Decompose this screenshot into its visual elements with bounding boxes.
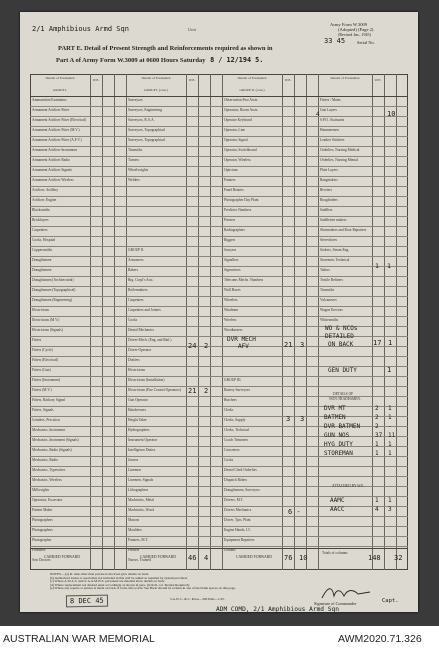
- trade-label: Draughtsmen (Architectural): [32, 278, 74, 282]
- trade-label: Pattern Maker: [32, 508, 53, 512]
- drivers-mech-dash: 6 -: [288, 508, 301, 516]
- wo-ncos-2: DETAILED: [325, 333, 354, 340]
- trade-label: Boilermakers: [128, 288, 148, 292]
- attached-label: ATTACHED BY W.E.: [332, 484, 365, 488]
- trade-label: Linemen: [128, 468, 141, 472]
- trade-label: Panel Beaters: [224, 188, 244, 192]
- driver-operator-we: 24: [188, 342, 197, 350]
- trade-label: Ammunition Examiners: [32, 98, 67, 102]
- trade-label: Fitters, Railway Signal: [32, 398, 66, 402]
- col-header-details-1: Details of Tradesmen: [45, 76, 75, 80]
- trade-label: Carpenters: [128, 298, 144, 302]
- trade-label: Welders: [128, 178, 140, 182]
- trade-label: Draughtsmen (Topographical): [32, 288, 76, 292]
- trade-label: Coach Trimmers: [224, 438, 249, 442]
- non-trade-we: 2: [375, 423, 379, 430]
- non-trade-present: 1: [388, 441, 392, 448]
- trade-label: Armament Artificer Fitter: [32, 108, 70, 112]
- trade-label: Clerks: [224, 408, 234, 412]
- trade-label: Armament Artificer Wireless: [32, 178, 74, 182]
- note-line: (d) Where replacement not desired enter accordingly as shown in para. (in R.D. col. 'Return Required').: [50, 582, 191, 587]
- trade-label: Engine Hands, I.C.: [224, 528, 252, 532]
- caption-left: AUSTRALIAN WAR MEMORIAL: [3, 633, 155, 645]
- trade-label: Tailors: [320, 268, 330, 272]
- col-header-we: W.E.: [92, 78, 100, 82]
- non-trade-present: 1: [388, 405, 392, 412]
- trade-label: Mechanics, Radio: [32, 458, 58, 462]
- trade-label: [128, 208, 184, 217]
- trade-label: Electricians (Fire Control Operators): [128, 388, 181, 392]
- trade-label: Riggers: [224, 238, 236, 242]
- carried-forward-2: CARRIED FORWARD: [140, 555, 176, 559]
- caption-right: AWM2020.71.326: [338, 633, 422, 645]
- trade-label: Draughtsmen (Engineering): [32, 298, 73, 302]
- trade-label: Draughtsmen: [32, 258, 52, 262]
- unit-value: 2/1 Amphibious Armd Sqn: [32, 25, 129, 33]
- trade-label: Mechanics, Typewriter: [32, 468, 66, 472]
- trade-label: Roughriders: [320, 198, 338, 202]
- non-trade-label: STOREMAN: [324, 450, 353, 457]
- trade-label: Armament Artificer Instrument: [32, 148, 77, 152]
- col-header-group-1: GROUP I.: [52, 88, 68, 92]
- trade-label: Artificer, Engine: [32, 198, 57, 202]
- adm-comd: ADM COMD, 2/1 Amphibious Armd Sqn: [216, 606, 339, 613]
- signature-suffix: Capt.: [382, 598, 399, 604]
- trade-label: Vulcanisers: [320, 298, 337, 302]
- trade-label: Gun Layers: [320, 108, 337, 112]
- col-header-we: W.E.: [284, 78, 292, 82]
- details-non-trades-2: NON-TRADESMEN.: [329, 397, 361, 401]
- trade-label: Butchers: [224, 398, 237, 402]
- trade-label: Artificer, Artillery: [32, 188, 59, 192]
- trade-label: [128, 218, 184, 227]
- trade-label: Concreters: [224, 448, 240, 452]
- trade-label: Mechanics, Radio (Signals): [32, 448, 72, 452]
- trade-label: Woodturners: [224, 328, 243, 332]
- trade-label: S.P.O. Assistants: [320, 118, 345, 122]
- trade-label: Mechanics, Instrument (Signals): [32, 438, 79, 442]
- trade-label: Armament Artificer Radio: [32, 158, 70, 162]
- trade-label: Fitters (Electrical): [32, 358, 59, 362]
- carried-forward-1: CARRIED FORWARD: [44, 555, 80, 559]
- report-date: 8 / 12/194 5.: [210, 56, 264, 64]
- trade-label: Fitters (Instrument): [32, 378, 61, 382]
- non-trade-we: 37: [375, 432, 383, 439]
- header-rule: [30, 96, 408, 97]
- non-trade-we: 2: [375, 405, 379, 412]
- caption-bar: [0, 626, 439, 653]
- dvr-mech-afv: AFV: [238, 343, 249, 350]
- gen-duty: GEN DUTY: [328, 367, 357, 374]
- trade-label: Printers: [224, 218, 236, 222]
- trade-label: Cooks: [224, 458, 234, 462]
- trade-label: Wagon Erectors: [320, 308, 343, 312]
- trade-label: Rangetakers: [320, 178, 338, 182]
- trade-label: Driver, Tpts. Plant: [224, 518, 251, 522]
- trade-label: Operator Keyboard: [224, 118, 252, 122]
- trade-label: Tinsmiths: [320, 288, 335, 292]
- form-line-2: (Adopted) (Page 2): [338, 27, 374, 32]
- trade-label: Draughtsmen: [32, 268, 52, 272]
- trade-label: Fitters: [32, 338, 42, 342]
- trade-label: [224, 348, 280, 357]
- trade-label: Tinsmiths: [128, 148, 143, 152]
- trade-label: Joiners: [128, 458, 139, 462]
- non-trade-we: 1: [375, 441, 379, 448]
- trade-label: Operator, Wireless: [224, 158, 251, 162]
- col-header-details-3: Details of Tradesmen: [237, 76, 267, 80]
- trade-label: Clerks, Technical: [224, 428, 250, 432]
- trade-label: Blacksmiths: [32, 208, 50, 212]
- note-line: (b) Authorized trades or specialists not included in this will be added as required by system provided.: [50, 575, 188, 580]
- non-trade-label: DVR MT: [324, 405, 346, 412]
- driver-operator-present: 2: [204, 342, 209, 350]
- trade-label: Armament Artificer Signals: [32, 168, 72, 172]
- trade-label: Fitters (Cycle): [32, 348, 53, 352]
- trade-label: Electricians (Installation): [128, 378, 165, 382]
- trade-label: Instrument Operator: [128, 438, 158, 442]
- total-2-present: 4: [204, 554, 209, 562]
- trade-label: Photographers: [32, 528, 53, 532]
- non-trade-we: 2: [375, 414, 379, 421]
- trade-label: Electricians (M.V.): [32, 318, 60, 322]
- trade-label: Photographers: [32, 518, 53, 522]
- trade-label: [128, 198, 184, 207]
- trade-label: Surveyors: [128, 98, 143, 102]
- col-header-group-2-cont: GROUP II. (cont.): [239, 88, 265, 92]
- gen-duty-we: 1: [387, 366, 392, 374]
- dvr-mech-present: 3: [300, 341, 305, 349]
- trade-label: Windmen: [224, 308, 239, 312]
- trade-label: Telecoms Mechs. Numbers: [224, 278, 264, 282]
- non-trade-label: HYG DUTY: [324, 441, 353, 448]
- total-3-present: 10: [299, 554, 308, 562]
- trade-label: Operator, Signal: [224, 138, 248, 142]
- trade-label: Carpenters and Joiners: [128, 308, 161, 312]
- trade-label: Drivers Mechanics: [224, 508, 252, 512]
- form-line-3: (Revised Jan., 1945): [338, 32, 371, 37]
- trade-label: Coppersmiths: [32, 248, 52, 252]
- trade-label: Opticians: [224, 168, 238, 172]
- title-line-2-prefix: Part A of Army Form W.3009 at 0600 Hours Saturday: [56, 57, 206, 64]
- trade-label: Cooks, Hospital: [32, 238, 56, 242]
- trade-label: Electricians (Signals): [32, 328, 63, 332]
- serial-value: 33 45: [324, 37, 346, 45]
- clerks-we: 3: [286, 415, 291, 423]
- trade-label: Driver-Mech. (Eng. and Rail.): [128, 338, 172, 342]
- col-header-details-4: Details of Tradesmen: [330, 76, 360, 80]
- wo-ncos-3: ON BACK: [328, 341, 354, 348]
- form-line-1: Army Form W.3009: [330, 22, 368, 27]
- trade-label: Armourers: [128, 258, 144, 262]
- trade-label: Electricians: [128, 368, 145, 372]
- storemen-we: 1: [375, 262, 379, 270]
- non-trade-present: -: [388, 423, 392, 430]
- trade-label: Dental Mechanics: [128, 328, 155, 332]
- trade-label: Nurses, Trained: [128, 558, 151, 562]
- trade-label: Turners: [128, 158, 140, 162]
- trade-label: [224, 368, 280, 377]
- trade-label: Fitters / Mates: [320, 98, 341, 102]
- dvr-mech-we: 21: [284, 341, 293, 349]
- total-4-we: 148: [368, 554, 381, 562]
- totals-label: Totals of columns: [322, 551, 348, 555]
- trade-label: Height Taker: [128, 418, 147, 422]
- trade-label: Saddlers: [320, 208, 333, 212]
- trade-label: Plumbers: [32, 548, 46, 552]
- trade-label: Radiographers: [224, 228, 245, 232]
- total-4-present: 32: [394, 554, 403, 562]
- trade-label: Shoemakers and Boot Repairers: [320, 228, 367, 232]
- trade-label: Hammermen: [320, 128, 339, 132]
- non-trade-present: 11: [388, 432, 396, 439]
- trade-label: Operator, Switchboard: [224, 148, 257, 152]
- gun-operator-present: 2: [204, 387, 209, 395]
- col-header-we: W.E.: [188, 78, 196, 82]
- trade-label: Equipment Repairers: [224, 538, 255, 542]
- non-trade-present: 1: [388, 450, 392, 457]
- total-3-we: 76: [284, 554, 293, 562]
- gun-operator-we: 21: [188, 387, 197, 395]
- trade-label: Painters: [224, 178, 236, 182]
- trade-label: Fitters, Signals: [32, 408, 54, 412]
- trade-label: Drafters: [128, 358, 140, 362]
- trade-label: Clerks, Supply: [224, 418, 246, 422]
- trade-label: Printers: [128, 548, 140, 552]
- drivers-mech-we: 6: [288, 508, 293, 516]
- trade-label: Photographer: [32, 538, 52, 542]
- trade-label: Operator, Line: [224, 128, 246, 132]
- trade-label: Grooms: [224, 548, 236, 552]
- trade-label: Machinists, Metal: [128, 498, 154, 502]
- trade-label: Storemen, Technical: [320, 258, 350, 262]
- trade-label: Surveyors, Topographical: [128, 138, 166, 142]
- trade-label: Millwrights: [32, 488, 49, 492]
- trade-label: Lithographers: [128, 488, 149, 492]
- attached-present: 3: [388, 506, 392, 513]
- trade-label: GROUP II.: [128, 248, 145, 252]
- trade-label: Masons: [128, 518, 140, 522]
- trade-label: Linemen, Signals: [128, 478, 154, 482]
- trade-label: Dispatch Riders: [224, 478, 248, 482]
- note-line: (e) Where any repairs or entries is made on back of form, this words 'See Back' should be written in one of the blank spaces on this page.: [50, 586, 236, 591]
- total-2-we: 46: [188, 554, 197, 562]
- trade-label: Saddletree makers: [320, 218, 347, 222]
- trade-label: Fitters (Gun): [32, 368, 51, 372]
- trade-label: Hairdressers: [128, 408, 146, 412]
- trade-label: [224, 358, 280, 367]
- operators-room-we: 4: [316, 111, 320, 118]
- trade-label: Bricklayers: [32, 218, 49, 222]
- printer-line: 5.A.W. L. & C. Press—300 Pads—1/45.: [170, 597, 225, 601]
- fitters-mates-we: 10: [387, 110, 396, 118]
- trade-label: Stokers, Steam Eng.: [320, 248, 350, 252]
- trade-label: Electricians: [32, 308, 49, 312]
- trade-label: GROUP III.: [224, 378, 242, 382]
- title-line-2: [56, 56, 263, 64]
- trade-label: Draughtsmen, Surveyors: [224, 488, 260, 492]
- unit-label: Unit: [188, 27, 197, 32]
- trade-label: Operators, Excavator: [32, 498, 63, 502]
- trade-label: Cooks: [128, 318, 138, 322]
- signature-scribble-icon: [318, 584, 378, 602]
- trade-label: Mechanics, Wireless: [32, 478, 62, 482]
- trade-label: Bakers: [128, 268, 138, 272]
- trade-label: Wireless: [224, 318, 237, 322]
- non-trade-label: GUN NOS: [324, 432, 350, 439]
- trade-label: Signallers: [224, 258, 239, 262]
- trade-label: Fitters (M.V.): [32, 388, 52, 392]
- trade-label: Leather Stitchers: [320, 138, 345, 142]
- attached-we: 4: [375, 506, 379, 513]
- trade-label: Intelligence Duties: [128, 448, 156, 452]
- details-non-trades-1: DETAILS OF: [333, 392, 354, 396]
- attached-we: 1: [375, 497, 379, 504]
- form-sheet: [20, 12, 418, 612]
- trade-label: Whitesmiths: [320, 318, 339, 322]
- trade-label: Armament Artificer Fitter (M.V.): [32, 128, 80, 132]
- trade-label: Steverdores: [320, 238, 337, 242]
- received-stamp: 8 DEC 45: [66, 595, 108, 608]
- trade-label: Photographer Day Plant: [224, 198, 259, 202]
- trade-label: Painters, M.T.: [128, 538, 149, 542]
- attached-label-item: AAMC: [330, 497, 345, 504]
- trade-label: Drivers, M.T.: [224, 498, 244, 502]
- dvr-mech-label: DVR MECH: [227, 336, 256, 343]
- non-trade-label: DVR BATMEN: [324, 423, 361, 430]
- trade-label: Brg. Corpl's Asst.: [128, 278, 154, 282]
- trade-label: Battery Surveyors: [224, 388, 251, 392]
- strength-table: [30, 74, 408, 570]
- trade-label: Gun Operator: [128, 398, 148, 402]
- note-line: NOTES.—(a) R. rank other than private is involved give details on back.: [50, 572, 150, 576]
- non-trade-present: 1: [388, 414, 392, 421]
- trade-label: Surveyors, Topographical: [128, 128, 166, 132]
- col-header-details-2: Details of Tradesmen: [141, 76, 171, 80]
- trade-label: Operators, Room Assts.: [224, 108, 259, 112]
- attached-present: 1: [388, 497, 392, 504]
- trade-label: Mechanics, Instrument: [32, 428, 65, 432]
- wo-ncos-we: 17: [373, 339, 382, 347]
- trade-label: Driver-Operator: [128, 348, 152, 352]
- wo-ncos-1: WO & NCOs: [325, 325, 358, 332]
- non-trade-we: 1: [375, 450, 379, 457]
- trade-label: Wall Boxes: [224, 288, 241, 292]
- trade-label: Saw Doctors: [32, 558, 51, 562]
- wo-ncos-present: 1: [388, 339, 393, 347]
- trade-label: Wheelwrights: [128, 168, 149, 172]
- trade-label: [128, 238, 184, 247]
- trade-label: Orderlies, Nursing Medical: [320, 148, 360, 152]
- trade-label: Observation Post Assts.: [224, 98, 259, 102]
- trade-label: Riveters: [320, 188, 332, 192]
- storemen-present: 1: [387, 262, 391, 270]
- trade-label: Moulders: [128, 528, 142, 532]
- trade-label: Signwriters: [224, 268, 241, 272]
- signature-label: Signature of Commander: [314, 601, 357, 606]
- trade-label: Armament Artificer Fitter (A.F.V.): [32, 138, 82, 142]
- col-header-group-1-cont: GROUP I. (cont.): [144, 88, 168, 92]
- clerks-present: 3: [300, 415, 305, 423]
- trade-label: Wheelers: [224, 298, 238, 302]
- note-line: (c) Where A.W.A.S. and/or A.A.M.W.S. personnel are detailed show details on back.: [50, 579, 166, 584]
- trade-label: Surveyors, R.A.A.: [128, 118, 155, 122]
- carried-forward-3: CARRIED FORWARD: [236, 555, 272, 559]
- trade-label: Hydrographers: [128, 428, 150, 432]
- serial-label: Serial No.: [357, 40, 375, 45]
- trade-label: Surveyors, Engineering: [128, 108, 162, 112]
- trade-label: Dental Clerk Orderlies: [224, 468, 257, 472]
- trade-label: Predictor Numbers: [224, 208, 252, 212]
- trade-label: Plate Layers: [320, 168, 338, 172]
- trade-label: Orderlies, Nursing Mental: [320, 158, 358, 162]
- trade-label: [128, 228, 184, 237]
- trade-label: [128, 188, 184, 197]
- attached-label-item: AACC: [330, 506, 345, 513]
- trade-label: Grinders, Precision: [32, 418, 60, 422]
- non-trade-label: BATMEN: [324, 414, 346, 421]
- col-header-we: W.E.: [374, 78, 382, 82]
- trade-label: Machinists, Wood: [128, 508, 154, 512]
- trade-label: Armament Artificer Fitter (Electrical): [32, 118, 87, 122]
- trade-label: Sawyers: [224, 248, 237, 252]
- title-line-1: PART E. Detail of Present Strength and Reinforcements required as shown in: [58, 45, 273, 52]
- trade-label: Textile Refiners: [320, 278, 343, 282]
- trade-label: Carpenters: [32, 228, 48, 232]
